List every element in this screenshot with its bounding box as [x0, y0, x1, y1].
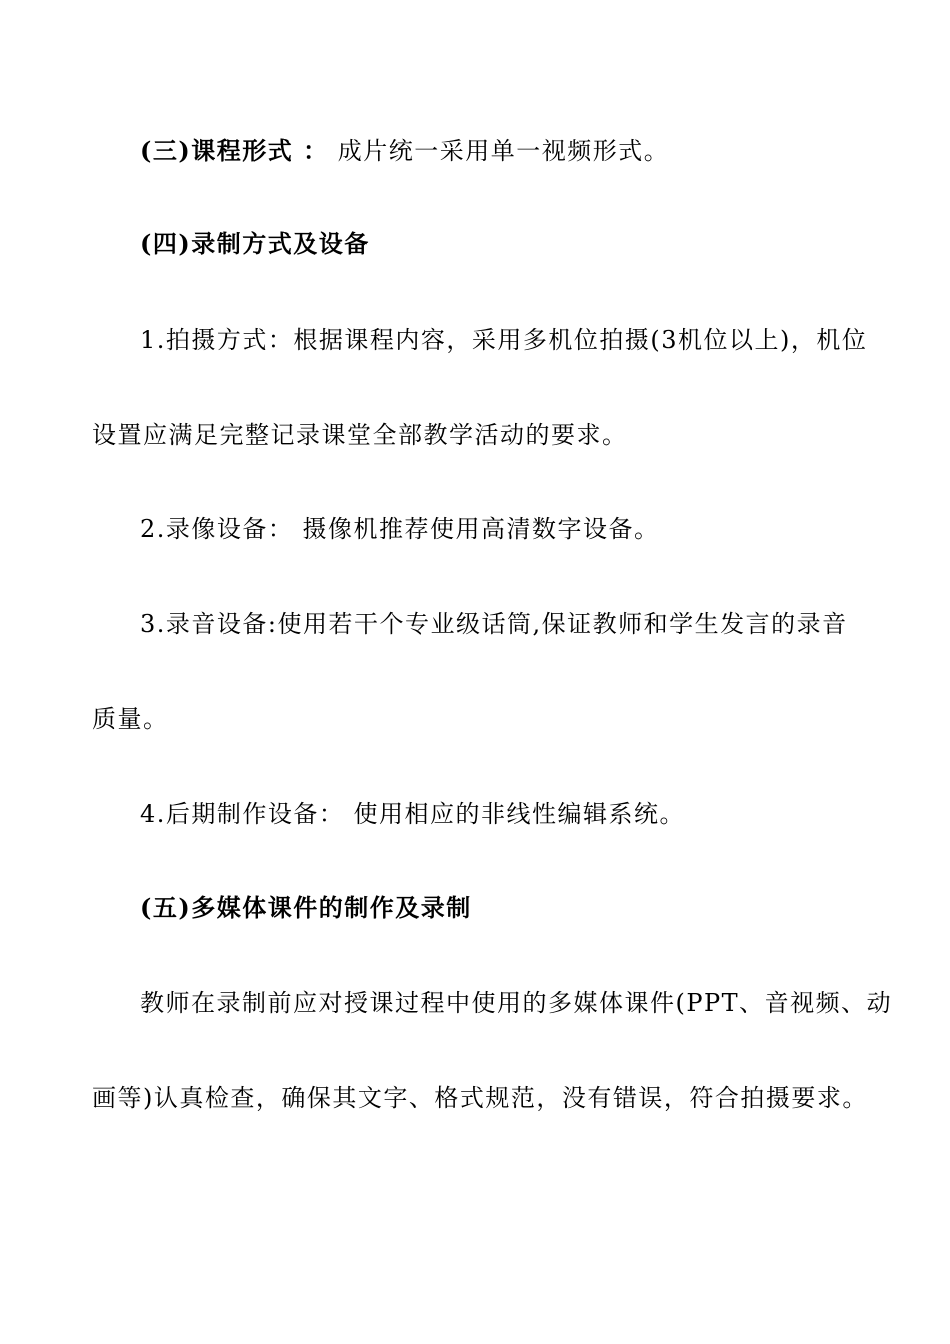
section-3-line	[140, 136, 669, 166]
item-2: 2.录像设备： 摄像机推荐使用高清数字设备。	[140, 515, 660, 543]
section-5-para-line-2: 画等)认真检查，确保其文字、格式规范，没有错误，符合拍摄要求。	[92, 1084, 868, 1112]
item-1-line-1: 1.拍摄方式：根据课程内容，采用多机位拍摄(3机位以上)，机位	[140, 326, 868, 354]
section-3-text: 成片统一采用单一视频形式。	[337, 137, 670, 165]
item-3-line-2: 质量。	[92, 705, 169, 733]
section-5-heading: (五)多媒体课件的制作及录制	[140, 893, 472, 922]
item-3-line-1: 3.录音设备:使用若干个专业级话筒,保证教师和学生发言的录音	[140, 610, 848, 638]
section-4-heading: (四)录制方式及设备	[140, 229, 370, 258]
section-3-label: (三)课程形式 ：	[140, 136, 329, 165]
section-5-para-line-1: 教师在录制前应对授课过程中使用的多媒体课件(PPT、音视频、动	[140, 989, 893, 1017]
item-4: 4.后期制作设备： 使用相应的非线性编辑系统。	[140, 800, 686, 828]
item-1-line-2: 设置应满足完整记录课堂全部教学活动的要求。	[92, 421, 628, 449]
